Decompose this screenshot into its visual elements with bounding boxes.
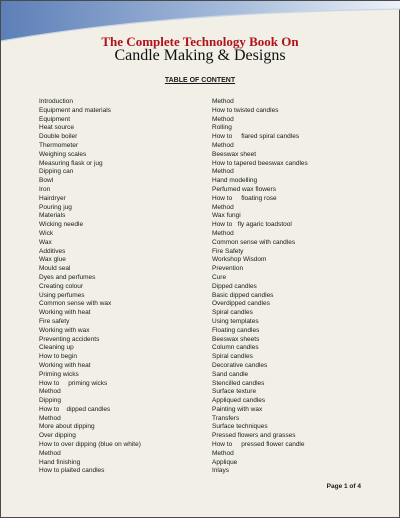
toc-entry: How to plaited candles [39, 467, 105, 475]
toc-entry: How to priming wicks [39, 379, 108, 387]
toc-entry: More about dipping [39, 423, 95, 431]
toc-entry: How to fly agaric toadstool [212, 221, 292, 229]
toc-entry: Cure [212, 273, 227, 281]
toc-entry: Floating candles [212, 326, 260, 334]
toc-entry: How to dipped candles [39, 405, 111, 413]
toc-entry: Over dipping [39, 432, 76, 440]
toc-entry: Workshop Wisdom [212, 256, 267, 264]
toc-entry: Painting with wax [212, 405, 263, 413]
toc-entry: Working with wax [39, 326, 90, 334]
toc-entry: How to tapered beeswax candles [212, 159, 308, 167]
toc-entry: Surface techniques [212, 423, 268, 431]
toc-entry: Sand candle [212, 370, 249, 378]
toc-entry: Applique [212, 458, 238, 466]
toc-entry: Basic dipped candles [212, 291, 274, 299]
toc-entry: Working with heat [39, 309, 91, 317]
toc-entry: Wax fungi [212, 212, 241, 220]
toc-entry: Pouring jug [39, 203, 72, 211]
toc-entry: Weighing scales [39, 150, 87, 158]
toc-entry: Wicking needle [39, 221, 84, 229]
toc-entry: Wax [39, 238, 52, 246]
toc-entry: Method [212, 168, 234, 176]
toc-entry: How to floating rose [212, 194, 277, 202]
toc-entry: Spiral candles [212, 309, 253, 317]
toc-entry: Working with heat [39, 361, 91, 369]
toc-entry: Method [212, 449, 234, 457]
toc-entry: Method [212, 115, 234, 123]
toc-entry: Common sense with candles [212, 238, 296, 246]
page-number: Page 1 of 4 [326, 483, 361, 490]
toc-entry: Dipping [39, 397, 62, 405]
book-title-line2: Candle Making & Designs [114, 47, 286, 64]
toc-entry: Wick [39, 229, 54, 237]
toc-entry: Introduction [39, 98, 73, 105]
toc-entry: Wax glue [39, 256, 66, 264]
toc-entry: Overdipped candles [212, 300, 270, 308]
toc-entry: Using perfumes [39, 291, 85, 299]
toc-entry: Method [39, 449, 61, 457]
toc-entry: Prevention [212, 265, 244, 273]
toc-entry: Spiral candles [212, 353, 253, 361]
toc-entry: Transfers [212, 414, 240, 422]
toc-entry: Fire safety [39, 317, 70, 325]
toc-entry: Method [39, 388, 61, 396]
toc-entry: Materials [39, 212, 66, 220]
toc-entry: Hand modelling [212, 177, 258, 185]
toc-entry: Fire Safety [212, 247, 244, 255]
toc-entry: Method [212, 203, 234, 211]
toc-entry: Dyes and perfumes [39, 273, 96, 281]
toc-entry: Hairdryer [39, 194, 66, 202]
book-title-line1: The Complete Technology Book On [101, 34, 299, 49]
toc-entry: Preventing accidents [39, 335, 100, 343]
toc-entry: How to begin [39, 353, 77, 361]
toc-entry: Appliqued candles [212, 397, 266, 405]
toc-entry: Mould seal [39, 265, 71, 273]
toc-heading: TABLE OF CONTENT [164, 77, 236, 84]
toc-entry: Common sense with wax [39, 300, 112, 308]
toc-entry: Priming wicks [39, 370, 79, 378]
toc-entry: Method [212, 98, 234, 105]
toc-entry: Dipping can [39, 168, 74, 176]
toc-entry: Beeswax sheets [212, 335, 260, 343]
toc-entry: How to flared spiral candles [212, 133, 300, 141]
toc-entry: Equipment and materials [39, 106, 111, 114]
toc-entry: Decorative candles [212, 361, 268, 369]
toc-entry: Measuring flask or jug [39, 159, 103, 167]
toc-entry: Equipment [39, 115, 71, 123]
toc-entry: Method [212, 141, 234, 149]
toc-entry: Perfumed wax flowers [212, 185, 276, 193]
toc-entry: Heat source [39, 124, 75, 132]
toc-entry: How to over dipping (blue on white) [39, 441, 141, 449]
toc-entry: Cleaning up [39, 344, 74, 352]
toc-entry: Dipped candles [212, 282, 257, 290]
toc-entry: Additives [39, 247, 66, 255]
toc-entry: Rolling [212, 124, 232, 132]
toc-entry: Inlays [212, 467, 229, 475]
toc-entry: Pressed flowers and grasses [212, 432, 296, 440]
toc-entry: Using templates [212, 317, 259, 325]
toc-entry: Iron [39, 185, 51, 193]
toc-entry: Surface texture [212, 388, 257, 396]
toc-entry: Hand finishing [39, 458, 81, 466]
toc-entry: Method [212, 229, 234, 237]
toc-entry: Stencilled candles [212, 379, 265, 387]
toc-entry: Beeswax sheet [212, 150, 257, 158]
toc-entry: Creating colour [39, 282, 84, 290]
toc-column-left [39, 98, 204, 476]
toc-entry: How to twisted candles [212, 106, 279, 114]
toc-entry: Thermometer [39, 141, 79, 149]
toc-column-right [212, 98, 387, 476]
toc-entry: How to pressed flower candle [212, 441, 305, 449]
toc-entry: Double boiler [39, 133, 78, 141]
toc-entry: Method [39, 414, 61, 422]
toc-entry: Column candles [212, 344, 259, 352]
toc-entry: Bowl [39, 177, 54, 185]
